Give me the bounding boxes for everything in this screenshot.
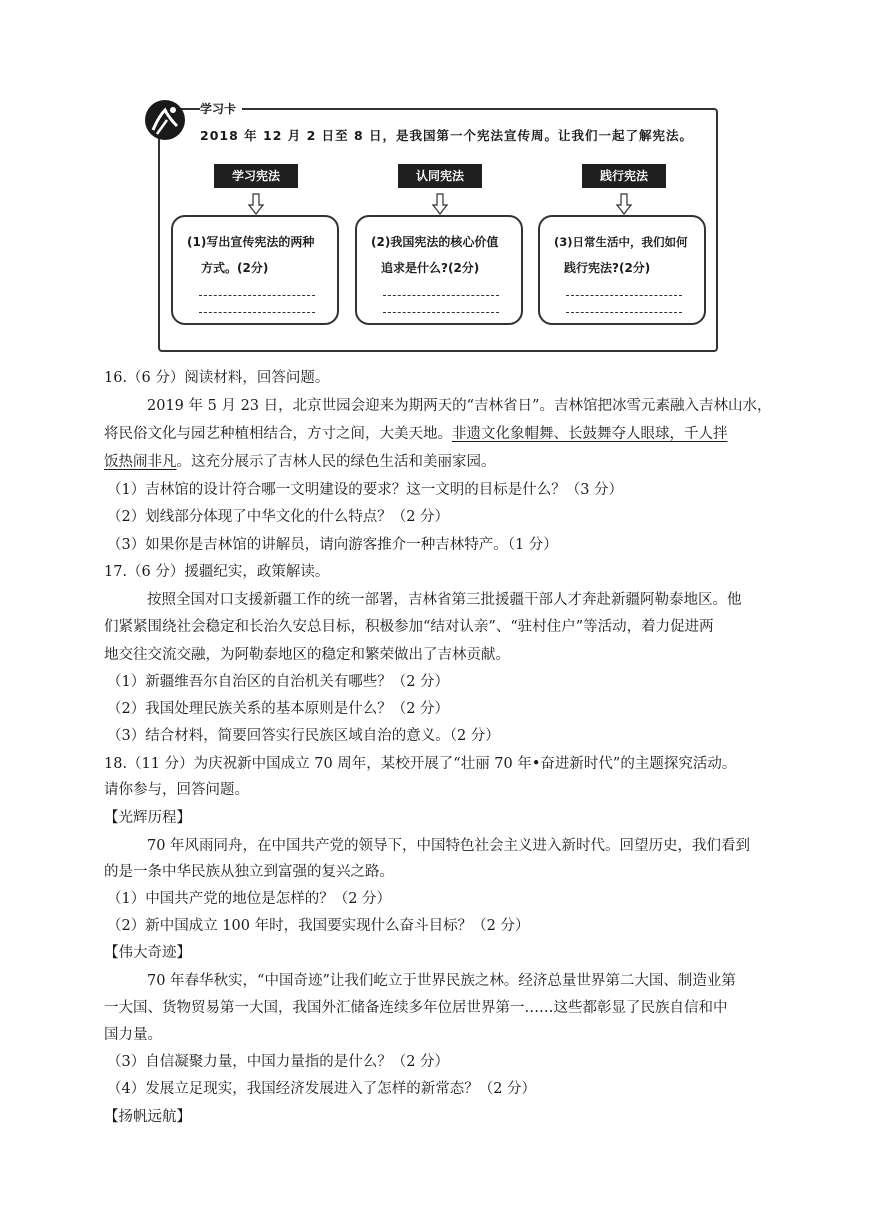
- section-heading-history: 【光辉历程】: [104, 810, 191, 826]
- question-line: 践行宪法?(2分): [564, 261, 651, 275]
- q17-sub-3: （3）结合材料，简要回答实行民族区域自治的意义。（2 分）: [107, 728, 500, 744]
- q18-material-line: 70 年风雨同舟，在中国共产党的领导下，中国特色社会主义进入新时代。回望历史，我们看到: [147, 838, 751, 854]
- card-intro: 2018 年 12 月 2 日至 8 日，是我国第一个宪法宣传周。让我们一起了解宪法。: [200, 128, 694, 143]
- down-arrow-icon: [616, 193, 632, 215]
- q18-material-line: 一大国、货物贸易第一大国，我国外汇储备连续多年位居世界第一……这些都彰显了民族自信和中: [104, 1000, 728, 1016]
- column-head-identify: 认同宪法: [398, 164, 482, 188]
- answer-blank[interactable]: [383, 312, 499, 313]
- question-box-study: [171, 215, 339, 325]
- q17-material-line: 地交往交流交融，为阿勒泰地区的稳定和繁荣做出了吉林贡献。: [104, 647, 510, 663]
- q18-material-line: 的是一条中华民族从独立到富强的复兴之路。: [104, 864, 394, 880]
- answer-blank[interactable]: [566, 295, 682, 296]
- q18-sub-2: （2）新中国成立 100 年时，我国要实现什么奋斗目标？（2 分）: [107, 918, 530, 934]
- question-line: (2)我国宪法的核心价值: [371, 235, 499, 249]
- column-head-practice: 践行宪法: [582, 164, 666, 188]
- question-16-heading: 16.（6 分）阅读材料，回答问题。: [104, 370, 330, 386]
- q16-underlined-text: 非遗文化象帽舞、长鼓舞夺人眼球，千人拌: [452, 426, 728, 442]
- q16-sub-2: （2）划线部分体现了中华文化的什么特点？（2 分）: [107, 509, 450, 525]
- question-line: 追求是什么?(2分): [381, 261, 480, 275]
- question-line: 方式。(2分): [201, 261, 269, 275]
- q18-sub-1: （1）中国共产党的地位是怎样的？（2 分）: [107, 891, 392, 907]
- q16-sub-3: （3）如果你是吉林馆的讲解员，请向游客推介一种吉林特产。（1 分）: [107, 537, 558, 553]
- card-title: 学习卡: [200, 100, 242, 117]
- question-box-identify: [355, 215, 523, 325]
- q16-material-line: [104, 424, 728, 444]
- q17-sub-2: （2）我国处理民族关系的基本原则是什么？（2 分）: [107, 701, 450, 717]
- question-line: (3)日常生活中，我们如何: [554, 235, 688, 249]
- question-line: (1)写出宣传宪法的两种: [187, 235, 315, 249]
- q17-material-line: 们紧紧围绕社会稳定和长治久安总目标，积极参加“结对认亲”、“驻村住户”等活动，着力促进两: [104, 619, 714, 635]
- q17-sub-1: （1）新疆维吾尔自治区的自治机关有哪些？（2 分）: [107, 674, 450, 690]
- question-18-heading-cont: 请你参与，回答问题。: [104, 782, 249, 798]
- card-logo-icon: [143, 96, 187, 142]
- answer-blank[interactable]: [199, 312, 315, 313]
- q18-material-line: 国力量。: [104, 1027, 162, 1043]
- question-18-heading: 18.（11 分）为庆祝新中国成立 70 周年，某校开展了“壮丽 70 年•奋进新时代”的主题探究活动。: [104, 756, 737, 772]
- down-arrow-icon: [248, 193, 264, 215]
- down-arrow-icon: [432, 193, 448, 215]
- question-box-practice: [538, 215, 706, 325]
- answer-blank[interactable]: [566, 312, 682, 313]
- answer-blank[interactable]: [383, 295, 499, 296]
- q16-text: 。这充分展示了吉林人民的绿色生活和美丽家园。: [176, 454, 496, 470]
- q18-material-line: 70 年春华秋实，“中国奇迹”让我们屹立于世界民族之林。经济总量世界第二大国、制造业第: [147, 973, 736, 989]
- q18-sub-3: （3）自信凝聚力量，中国力量指的是什么？（2 分）: [107, 1054, 450, 1070]
- q16-sub-1: （1）吉林馆的设计符合哪一文明建设的要求？这一文明的目标是什么？（3 分）: [107, 482, 624, 498]
- q16-material-line: 2019 年 5 月 23 日，北京世园会迎来为期两天的“吉林省日”。吉林馆把冰雪元素融入吉林山水，: [147, 398, 772, 414]
- q16-text: 将民俗文化与园艺种植相结合，方寸之间，大美天地。: [104, 426, 452, 442]
- answer-blank[interactable]: [199, 295, 315, 296]
- section-heading-miracle: 【伟大奇迹】: [104, 945, 191, 961]
- q16-material-line: [104, 452, 496, 472]
- question-17-heading: 17.（6 分）援疆纪实，政策解读。: [104, 564, 330, 580]
- column-head-study: 学习宪法: [214, 164, 298, 188]
- section-heading-sail: 【扬帆远航】: [104, 1109, 191, 1125]
- q17-material-line: 按照全国对口支援新疆工作的统一部署，吉林省第三批援疆干部人才奔赴新疆阿勒泰地区。他: [147, 592, 742, 608]
- q16-underlined-text: 饭热闹非凡: [104, 454, 177, 470]
- q18-sub-4: （4）发展立足现实，我国经济发展进入了怎样的新常态？（2 分）: [107, 1081, 537, 1097]
